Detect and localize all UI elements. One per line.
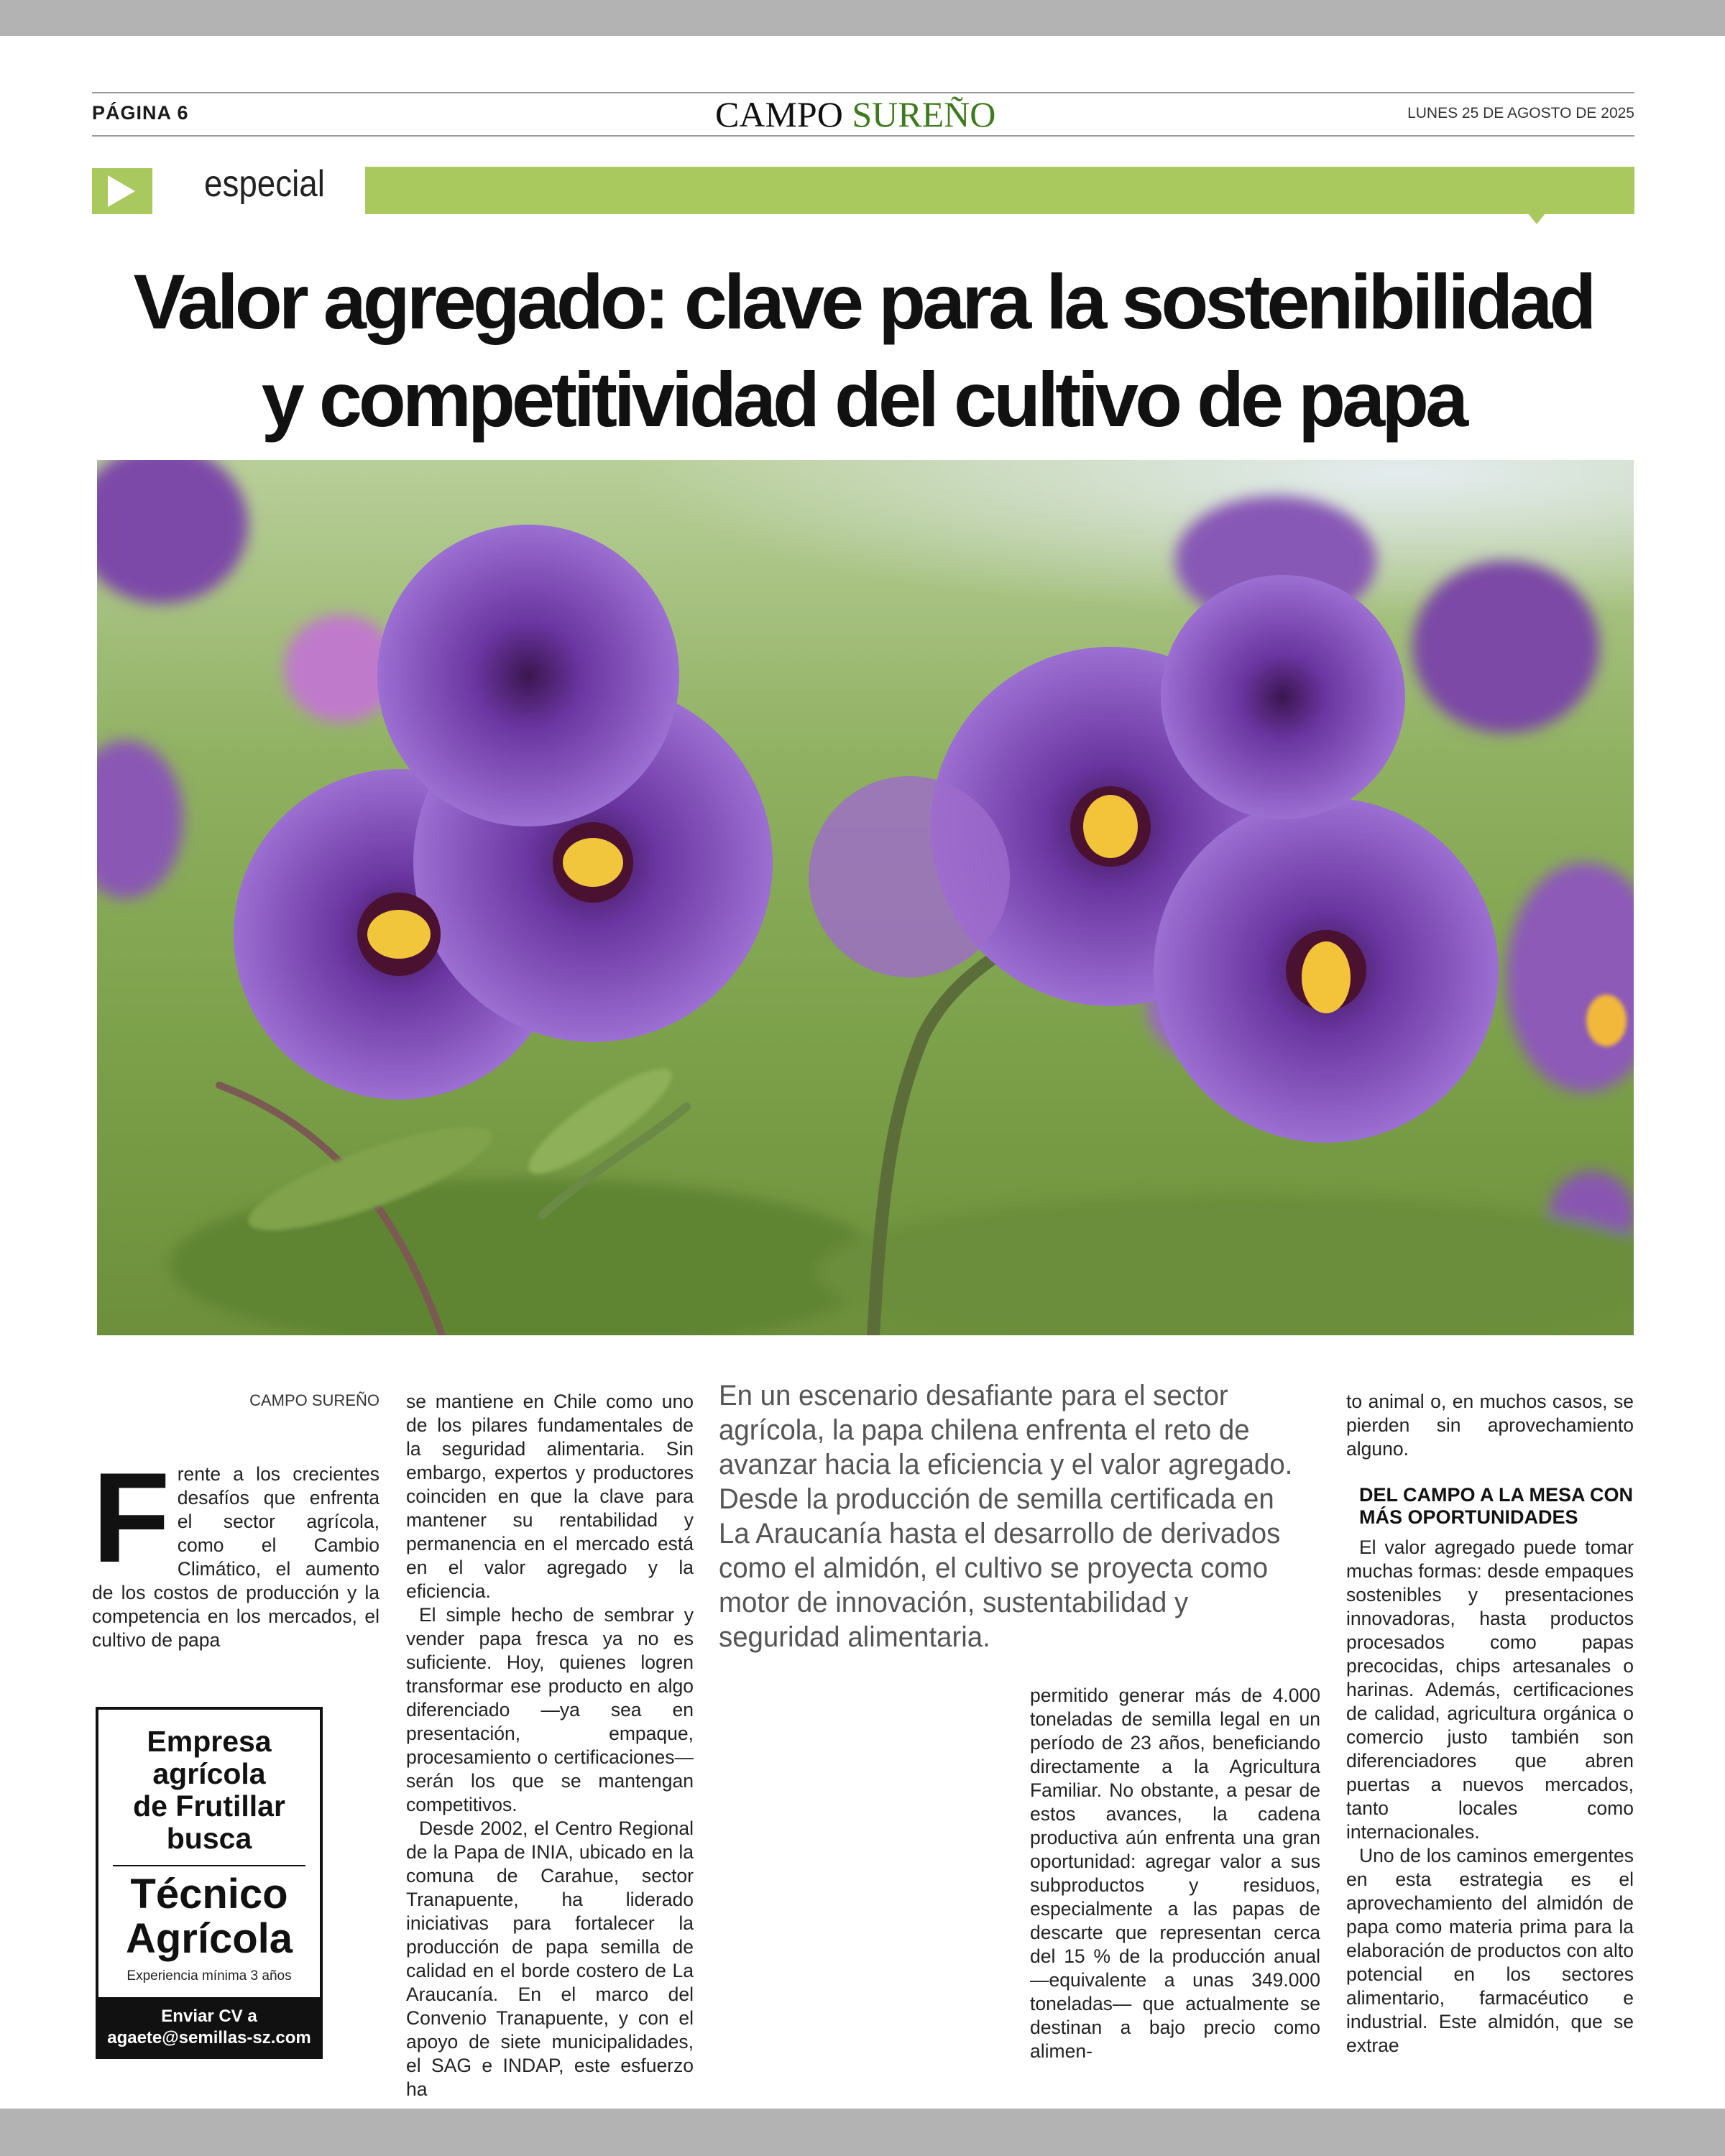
- article-column-2: [406, 1390, 694, 2101]
- column-1-text: rente a los crecientes desafíos que enfrenta el sector agrícola, como el Cambio Climático, el aumento de los costos de producción y la competencia en los mercados, el cultivo de papa: [92, 1463, 380, 1651]
- section-bar-pointer: [1525, 210, 1548, 224]
- section-bar: [365, 167, 1634, 214]
- page-number: PÁGINA 6: [92, 102, 189, 124]
- job-advertisement: [96, 1707, 323, 2059]
- ad-company-line: busca: [166, 1822, 252, 1855]
- section-ribbon: [92, 129, 1634, 216]
- drop-cap: F: [92, 1446, 170, 1589]
- issue-date: LUNES 25 DE AGOSTO DE 2025: [1407, 105, 1634, 121]
- play-arrow-icon: [92, 168, 152, 214]
- viewer-bottom-bar: [0, 2109, 1725, 2156]
- masthead-part1: CAMPO: [715, 94, 843, 134]
- article-column-4: [1346, 1390, 1634, 2058]
- ad-cta: Enviar CV a: [161, 2007, 257, 2026]
- ad-company-line: Empresa: [147, 1725, 272, 1758]
- masthead-part2: SUREÑO: [852, 94, 996, 134]
- article-lede: En un escenario desafiante para el sector agrícola, la papa chilena enfrenta el reto de avanzar hacia la eficiencia y el valor agregado. Desde la producción de semilla certificada en La Araucanía hasta el desarrollo de derivados como el almidón, el cultivo se proyecta como motor de innovación, sustentabilidad y seguridad alimentaria.: [719, 1380, 1293, 1653]
- ad-company: [98, 1710, 320, 1855]
- article-subhead: DEL CAMPO A LA MESA CON MÁS OPORTUNIDADES: [1359, 1484, 1634, 1528]
- ad-email-link[interactable]: agaete@semillas-sz.com: [107, 2028, 311, 2047]
- headline-line-1: Valor agregado: clave para la sostenibilidad: [133, 258, 1593, 345]
- ad-divider: [113, 1865, 305, 1866]
- article-paragraph: El simple hecho de sembrar y vender papa fresca ya no es suficiente. Hoy, quienes logren transformar ese producto en algo diferenciado —ya sea en presentación, empaque, procesamiento o certificaciones— serán los que se mantengan competitivos.: [406, 1604, 694, 1815]
- ad-job-line: Agrícola: [125, 1915, 293, 1962]
- article-paragraph: [92, 1446, 380, 1652]
- headline-line-2: y competitividad del cultivo de papa: [261, 356, 1466, 443]
- section-label: especial: [204, 163, 325, 205]
- ad-job-title: [98, 1872, 320, 1961]
- article-paragraph: permitido generar más de 4.000 toneladas de semilla legal en un período de 23 años, beneficiando directamente a la Agricultura Familiar. No obstante, a pesar de estos avances, la cadena productiva aún enfrenta una gran oportunidad: agregar valor a sus subproductos y residuos, especialmente a las papas de descarte que representan cerca del 15 % de la producción anual —equivalente a unas 349.000 toneladas— que actualmente se destinan a bajo precio como alimen-: [1030, 1685, 1320, 2062]
- viewer-top-bar: [0, 0, 1725, 36]
- article-paragraph: Desde 2002, el Centro Regional de la Papa de INIA, ubicado en la comuna de Carahue, sector Tranapuente, ha liderado iniciativas para fortalecer la producción de papa semilla de calidad en el borde costero de La Araucanía. En el marco del Convenio Tranapuente, y con el apoyo de siete municipalidades, el SAG e INDAP, este esfuerzo ha: [406, 1818, 694, 2100]
- article-column-3: [1030, 1684, 1320, 2063]
- ad-job-line: Técnico: [130, 1871, 288, 1917]
- article-column-1: [92, 1446, 380, 1652]
- article-byline: CAMPO SUREÑO: [249, 1391, 380, 1409]
- article-paragraph: se mantiene en Chile como uno de los pilares fundamentales de la seguridad alimentaria. Sin embargo, expertos y productores coinciden en que la clave para mantener su rentabilidad y permanencia en el mercado está en el valor agregado y la eficiencia.: [406, 1391, 694, 1602]
- article-paragraph: to animal o, en muchos casos, se pierden sin aprovechamiento alguno.: [1346, 1391, 1634, 1460]
- article-headline: [92, 253, 1634, 448]
- potato-flowers-photo: [97, 460, 1634, 1335]
- article-paragraph: Uno de los caminos emergentes en esta estrategia es el aprovechamiento del almidón de papa como materia prima para la elaboración de productos con alto potencial en los sectores alimentario, farmacéutico e industrial. Este almidón, que se extrae: [1346, 1845, 1634, 2056]
- article-paragraph: El valor agregado puede tomar muchas formas: desde empaques sostenibles y presentaciones innovadoras, hasta productos procesados como papas precocidas, chips artesanales o harinas. Además, certificaciones de calidad, agricultura orgánica o comercio justo también son diferenciadores que abren puertas a nuevos mercados, tanto locales como internacionales.: [1346, 1537, 1634, 1843]
- ad-company-line: agrícola: [152, 1757, 266, 1790]
- ad-company-line: de Frutillar: [133, 1789, 285, 1823]
- ad-contact: [98, 1997, 320, 2056]
- ad-requirement: Experiencia mínima 3 años: [126, 1968, 292, 1984]
